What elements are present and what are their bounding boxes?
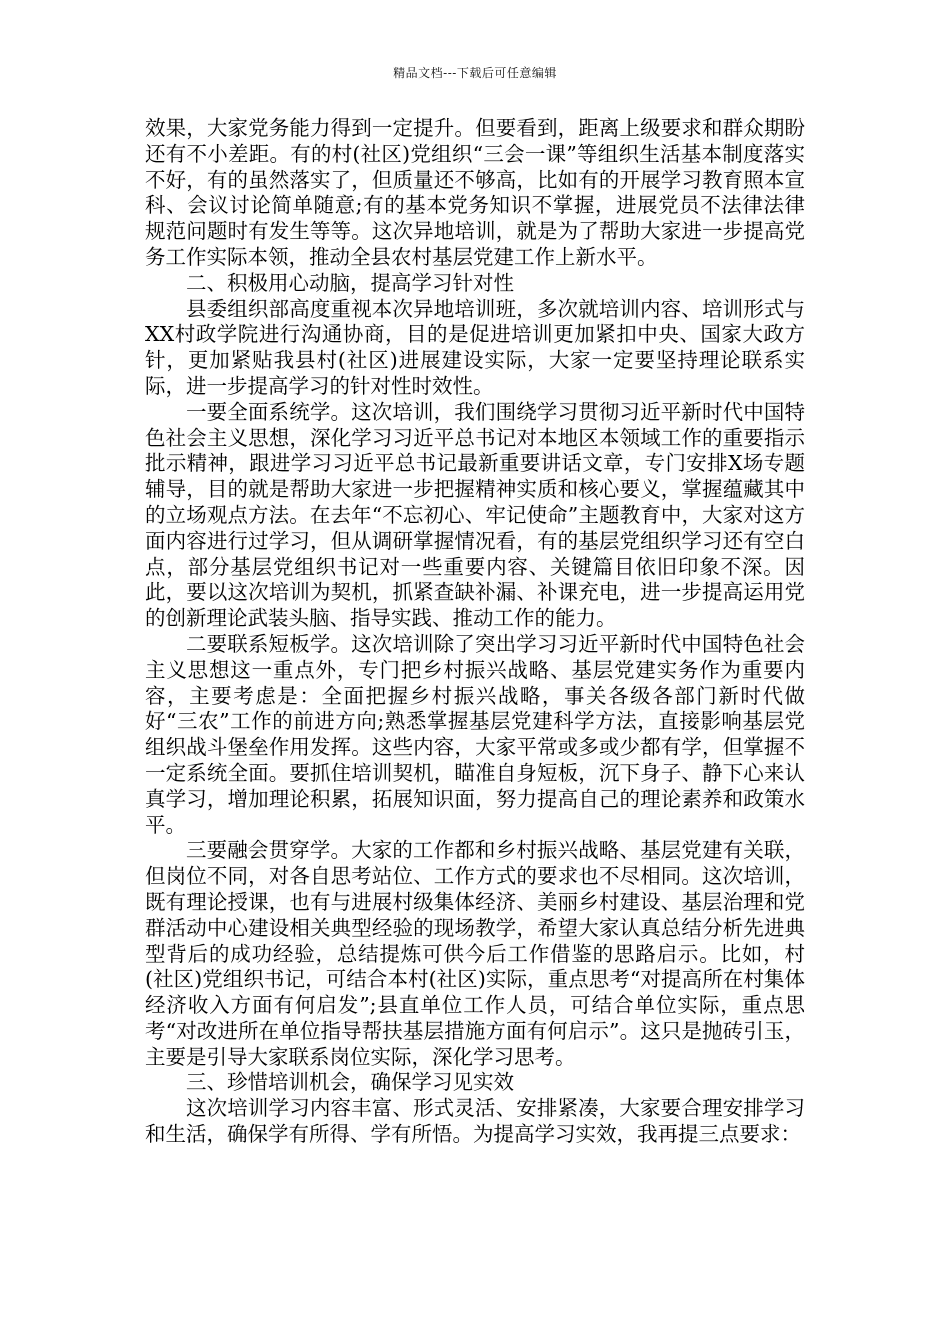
- paragraph-8: 这次培训学习内容丰富、形式灵活、安排紧凑，大家要合理安排学习和生活，确保学有所得、学有所悟。为提高学习实效，我再提三点要求：: [145, 1096, 805, 1147]
- paragraph-6: 三要融会贯穿学。大家的工作都和乡村振兴战略、基层党建有关联，但岗位不同，对各自思考站位、工作方式的要求也不尽相同。这次培训，既有理论授课，也有与进展村级集体经济、美丽乡村建设、基层治理和党群活动中心建设相关典型经验的现场教学，希望大家认真总结分析先进典型背后的成功经验，总结提炼可供今后工作借鉴的思路启示。比如，村(社区)党组织书记，可结合本村(社区)实际，重点思考“对提高所在村集体经济收入方面有何启发”;县直单位工作人员，可结合单位实际，重点思考“对改进所在单位指导帮扶基层措施方面有何启示”。这只是抛砖引玉，主要是引导大家联系岗位实际，深化学习思考。: [145, 838, 805, 1069]
- page-header: 精品文档---下载后可任意编辑: [393, 66, 557, 80]
- document-body: [145, 116, 805, 1148]
- paragraph-1: 效果，大家党务能力得到一定提升。但要看到，距离上级要求和群众期盼还有不小差距。有的村(社区)党组织“三会一课”等组织生活基本制度落实不好，有的虽然落实了，但质量还不够高，比如有的开展学习教育照本宣科、会议讨论简单随意;有的基本党务知识不掌握，进展党员不法律法律规范问题时有发生等等。这次异地培训，就是为了帮助大家进一步提高党务工作实际本领，推动全县农村基层党建工作上新水平。: [145, 116, 805, 269]
- section-heading-3: 三、珍惜培训机会，确保学习见实效: [186, 1070, 514, 1095]
- section-heading-2: 二、积极用心动脑，提高学习针对性: [186, 270, 514, 295]
- paragraph-5: 二要联系短板学。这次培训除了突出学习习近平新时代中国特色社会主义思想这一重点外，专门把乡村振兴战略、基层党建实务作为重要内容，主要考虑是：全面把握乡村振兴战略，事关各级各部门新时代做好“三农”工作的前进方向;熟悉掌握基层党建科学方法，直接影响基层党组织战斗堡垒作用发挥。这些内容，大家平常或多或少都有学，但掌握不一定系统全面。要抓住培训契机，瞄准自身短板，沉下身子、静下心来认真学习，增加理论积累，拓展知识面，努力提高自己的理论素养和政策水平。: [145, 631, 805, 837]
- paragraph-4: 一要全面系统学。这次培训，我们围绕学习贯彻习近平新时代中国特色社会主义思想，深化学习习近平总书记对本地区本领域工作的重要指示批示精神，跟进学习习近平总书记最新重要讲话文章，专门安排X场专题辅导，目的就是帮助大家进一步把握精神实质和核心要义，掌握蕴藏其中的立场观点方法。在去年“不忘初心、牢记使命”主题教育中，大家对这方面内容进行过学习，但从调研掌握情况看，有的基层党组织学习还有空白点，部分基层党组织书记对一些重要内容、关键篇目依旧印象不深。因此，要以这次培训为契机，抓紧查缺补漏、补课充电，进一步提高运用党的创新理论武装头脑、指导实践、推动工作的能力。: [145, 399, 805, 631]
- paragraph-3: 县委组织部高度重视本次异地培训班，多次就培训内容、培训形式与XX村政学院进行沟通协商，目的是促进培训更加紧扣中央、国家大政方针，更加紧贴我县村(社区)进展建设实际，大家一定要坚持理论联系实际，进一步提高学习的针对性时效性。: [145, 296, 805, 398]
